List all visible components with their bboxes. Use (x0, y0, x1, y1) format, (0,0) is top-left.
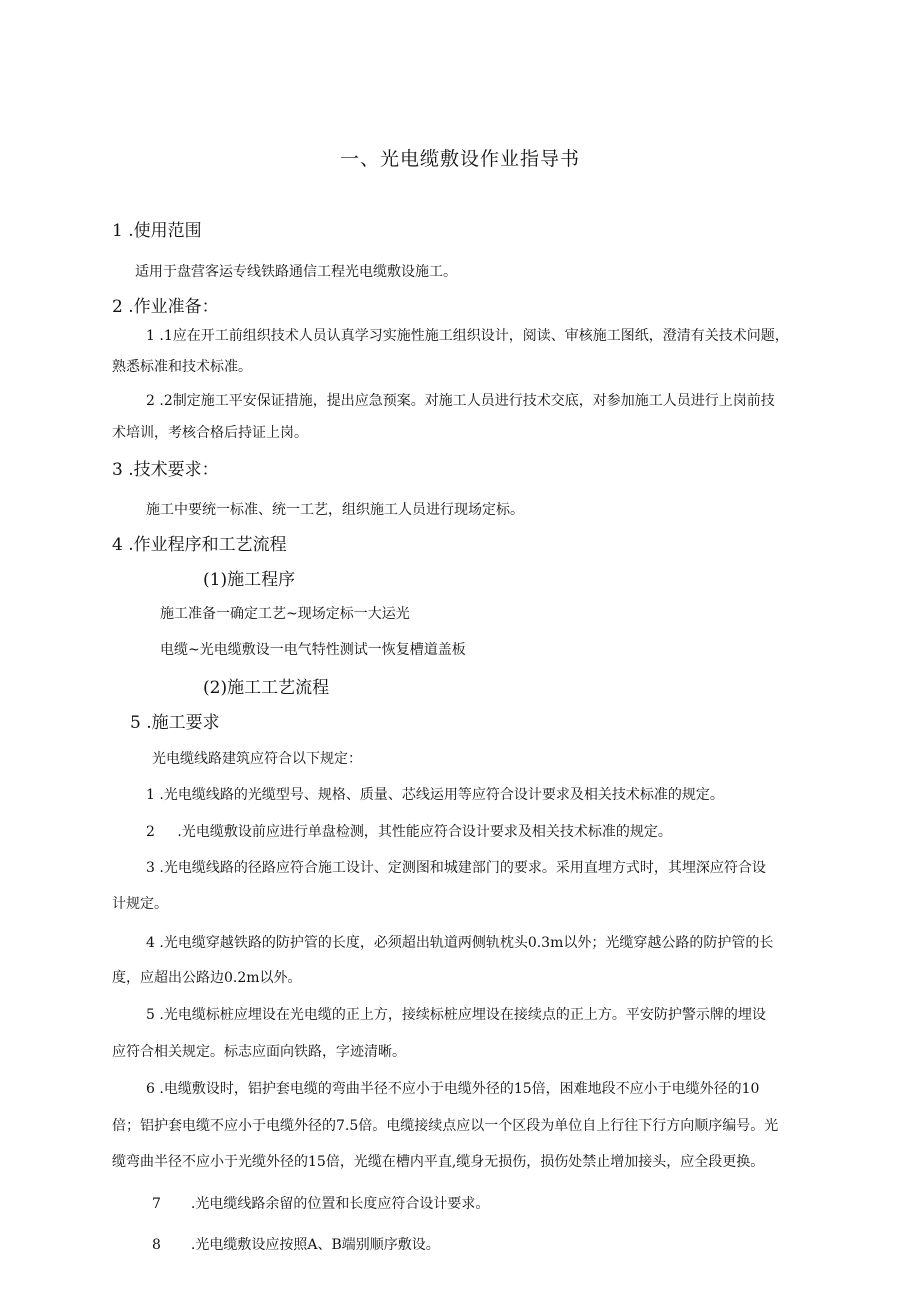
item-number: 4 (146, 935, 155, 951)
requirement-8: 8 .光电缆敷设应按照A、B端别顺序敷设。 (152, 1237, 440, 1253)
section-number: 1 (112, 221, 123, 241)
section-title: .作业程序和工艺流程 (122, 535, 287, 555)
section-1-text: 适用于盘营客运专线铁路通信工程光电缆敷设施工。 (135, 264, 457, 280)
requirement-4-line-2: 度，应超出公路边0.2m以外。 (112, 970, 302, 986)
item-number: 2 (146, 393, 155, 409)
paragraph-2-1-line-2: 熟悉标准和技术标准。 (112, 359, 252, 375)
requirement-5-line-2: 应符合相关规定。标志应面向铁路，字迹清晰。 (112, 1044, 406, 1060)
requirement-7: 7 .光电缆线路余留的位置和长度应符合设计要求。 (152, 1196, 490, 1212)
item-number: 1 (146, 328, 155, 344)
paragraph-2-2-line-1: 2 .2制定施工平安保证措施，提出应急预案。对施工人员进行技术交底，对参加施工人员进行上岗前技 (146, 393, 775, 409)
section-number: 4 (112, 535, 123, 555)
requirement-6-line-1: 6 .电缆敷设时，铝护套电缆的弯曲半径不应小于电缆外径的15倍，困难地段不应小于电缆外径的10 (146, 1081, 760, 1097)
requirement-3-line-2: 计规定。 (112, 896, 168, 912)
section-5-intro: 光电缆线路建筑应符合以下规定： (152, 751, 362, 767)
item-number: 8 (152, 1237, 161, 1253)
requirement-6-line-3: 缆弯曲半径不应小于光缆外径的15倍，光缆在槽内平直,缆身无损伤，损伤处禁止增加接头，应全段更换。 (112, 1154, 765, 1170)
section-5-heading (130, 708, 220, 733)
item-number: 1 (146, 787, 155, 803)
subheading-process-flow: (2)施工工艺流程 (203, 678, 330, 698)
item-number: 5 (146, 1007, 155, 1023)
item-number: 6 (146, 1081, 155, 1097)
item-number: 2 (146, 824, 155, 840)
requirement-6-line-2: 倍；铝护套电缆不应小于电缆外径的7.5倍。电缆接续点应以一个区段为单位自上行往下行方向顺序编号。光 (112, 1118, 779, 1134)
section-2-heading (112, 292, 219, 317)
section-4-heading (112, 530, 287, 555)
section-3-heading (112, 455, 219, 480)
section-1-heading (112, 216, 202, 241)
requirement-1: 1 .光电缆线路的光缆型号、规格、质量、芯线运用等应符合设计要求及相关技术标准的规定。 (146, 787, 724, 803)
requirement-2: 2 .光电缆敷设前应进行单盘检测，其性能应符合设计要求及相关技术标准的规定。 (146, 824, 672, 840)
section-3-text: 施工中要统一标准、统一工艺，组织施工人员进行现场定标。 (146, 502, 524, 518)
flow-line-2: 电缆~光电缆敷设一电气特性测试一恢复槽道盖板 (160, 642, 466, 658)
section-title: .作业准备： (122, 297, 219, 317)
section-number: 3 (112, 460, 123, 480)
requirement-5-line-1: 5 .光电缆标桩应埋设在光电缆的正上方，接续标桩应埋设在接续点的正上方。平安防护警示牌的埋设 (146, 1007, 766, 1023)
page-title: 一、光电缆敷设作业指导书 (339, 148, 580, 170)
requirement-3-line-1: 3 .光电缆线路的径路应符合施工设计、定测图和城建部门的要求。采用直埋方式时，其埋深应符合设 (146, 860, 766, 876)
paragraph-2-1-line-1: 1 .1应在开工前组织技术人员认真学习实施性施工组织设计，阅读、审核施工图纸，澄清有关技术问题， (146, 328, 789, 344)
section-title: .技术要求： (122, 460, 219, 480)
section-title: .施工要求 (140, 713, 220, 733)
section-number: 2 (112, 297, 123, 317)
requirement-4-line-1: 4 .光电缆穿越铁路的防护管的长度，必须超出轨道两侧轨枕头0.3m以外；光缆穿越公路的防护管的长 (146, 935, 774, 951)
flow-line-1: 施工准备一确定工艺~现场定标一大运光 (160, 606, 410, 622)
section-title: .使用范围 (122, 221, 202, 241)
item-number: 3 (146, 860, 155, 876)
section-number: 5 (130, 713, 141, 733)
paragraph-2-2-line-2: 术培训，考核合格后持证上岗。 (112, 425, 308, 441)
item-number: 7 (152, 1196, 161, 1212)
subheading-procedure: (1)施工程序 (203, 570, 296, 590)
